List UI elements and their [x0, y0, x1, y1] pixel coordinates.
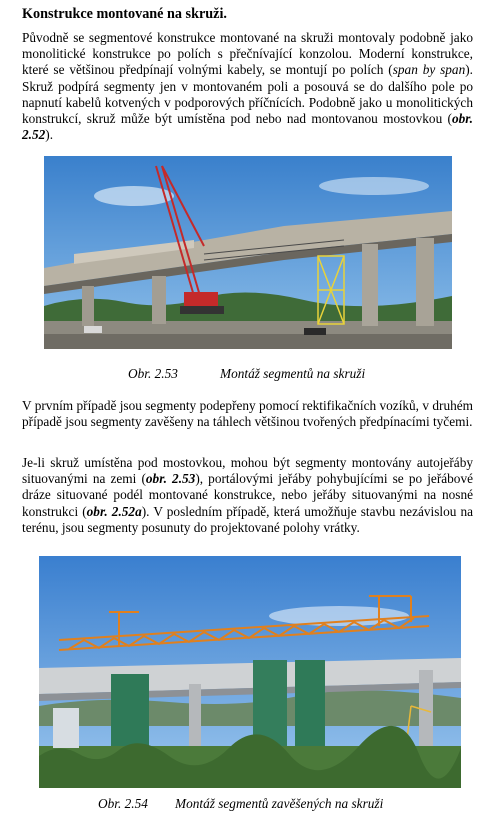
paragraph-text: ). Skruž podpírá segmenty jen v montovaném poli a posouvá se do dalšího pole po napnutí kabelů kotvených v podporových příčnících. Podobně jako u monolitických konstrukcí, skruž může být umístěna pod nebo nad montovanou mostovkou ( — [22, 62, 473, 127]
figure-title: Montáž segmentů zavěšených na skruži — [175, 796, 384, 811]
figure-2-54-photo — [39, 556, 461, 788]
figure-number: Obr. 2.53 — [128, 366, 178, 381]
term-span-by-span: span by span — [392, 62, 466, 78]
figure-number: Obr. 2.54 — [98, 796, 148, 811]
paragraph-text: ), portálovými jeřáby pohybujícími se po jeřábové dráze situované podél montované konstrukce, nebo jeřáby situovanými na nosné konstrukci ( — [22, 471, 473, 519]
figure-2-53-caption — [128, 366, 365, 382]
paragraph-text: Je-li skruž umístěna pod mostovkou, mohou být segmenty montovány autojeřáby situovanými na zemi ( — [22, 455, 473, 487]
section-heading: Konstrukce montované na skruži. — [22, 6, 227, 22]
figure-reference: obr. 2.52a — [86, 503, 142, 519]
figure-reference: obr. 2.53 — [145, 471, 196, 487]
paragraph-crane-placement — [22, 455, 473, 536]
paragraph-intro — [22, 30, 473, 143]
figure-2-53-photo — [44, 156, 452, 349]
paragraph-text: Původně se segmentové konstrukce montované na skruži montovaly podobně jako monolitické konstrukce po polích s přečnívající konzolou. Moderní konstrukce, které se většinou předpínají volnými kabely, se montují po polích ( — [22, 30, 473, 78]
paragraph-text: ). — [45, 127, 54, 143]
figure-2-54-caption — [98, 796, 383, 812]
paragraph-support-modes: V prvním případě jsou segmenty podepřeny pomocí rektifikačních vozíků, v druhém případě jsou segmenty zavěšeny na táhlech většinou tvořených předpínacími tyčemi. — [22, 398, 473, 430]
figure-title: Montáž segmentů na skruži — [220, 366, 366, 381]
paragraph-text: ). V posledním případě, která umožňuje stavbu nezávislou na terénu, jsou segmenty posunuty do projektované polohy vrátky. — [22, 503, 474, 535]
figure-reference: obr. 2.52 — [22, 111, 473, 143]
